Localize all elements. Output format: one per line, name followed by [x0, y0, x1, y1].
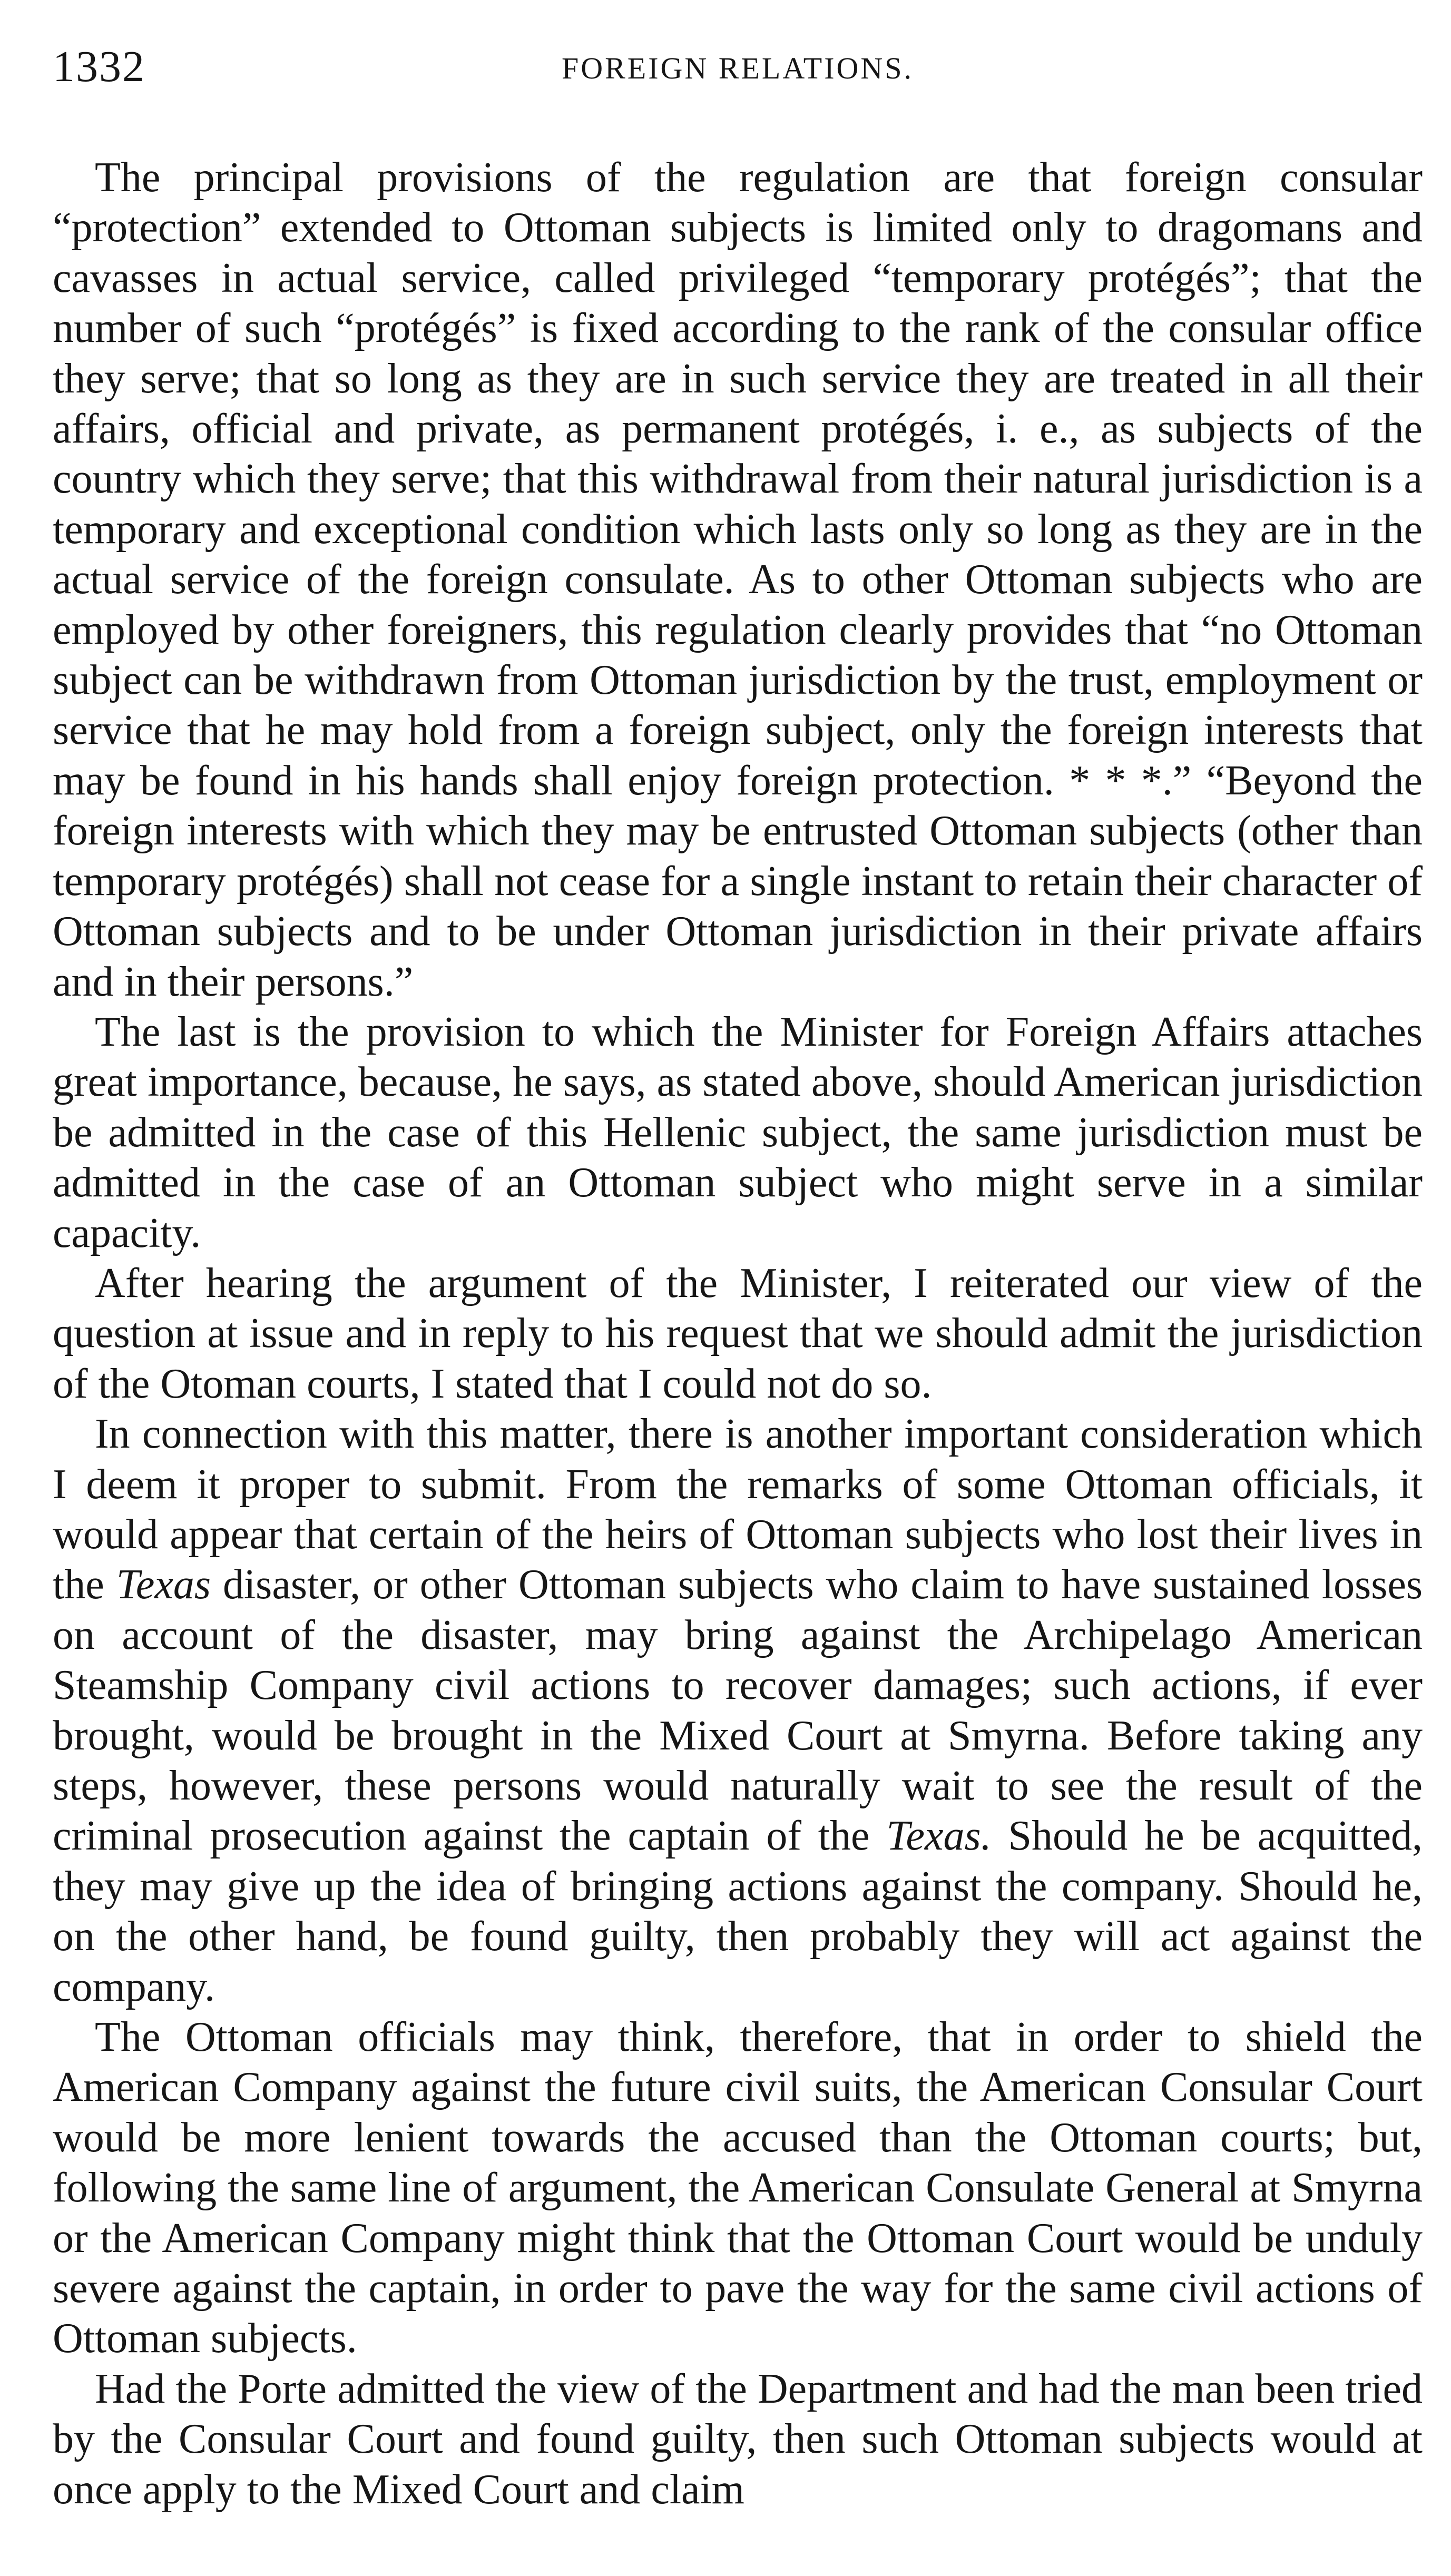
body-paragraph — [53, 2012, 1423, 2364]
italic-text: Texas. — [886, 1813, 992, 1860]
running-title: FOREIGN RELATIONS. — [561, 51, 914, 85]
paragraph-text: Should he be acquitted, they may give up the idea of bringing actions against the company. Should he, on the other hand, be found guilty, then probably they will act against the company. — [53, 1813, 1423, 2010]
page-number: 1332 — [53, 42, 145, 91]
paragraph-text: The last is the provision to which the Minister for Foreign Affairs attaches great importance, because, he says, as stated above, should American jurisdiction be admitted in the case of this Hellenic subject, the same jurisdiction must be admitted in the case of an Ottoman subject who might serve in a similar capacity. — [53, 1008, 1423, 1256]
paragraph-text: Had the Porte admitted the view of the Department and had the man been tried by the Consular Court and found guilty, then such Ottoman subjects would at once apply to the Mixed Court and claim — [53, 2365, 1423, 2513]
paragraph-text: The Ottoman officials may think, therefore, that in order to shield the American Company against the future civil suits, the American Consular Court would be more lenient towards the accused than the Ottoman courts; but, following the same line of argument, the American Consulate General at Smyrna or the American Company might think that the Ottoman Court would be unduly severe against the captain, in order to pave the way for the same civil actions of Ottoman subjects. — [53, 2014, 1423, 2362]
body-paragraph — [53, 1409, 1423, 2012]
paragraph-text: The principal provisions of the regulation are that foreign consular “protection” extended to Ottoman subjects is limited only to dragomans and cavasses in actual service, called privileged “temporary protégés”; that the number of such “protégés” is fixed according to the rank of the consular office they serve; that so long as they are in such service they are treated in all their affairs, official and private, as permanent protégés, i. e., as subjects of the country which they serve; that this withdrawal from their natural jurisdiction is a temporary and exceptional condition which lasts only so long as they are in the actual service of the foreign consulate. As to other Ottoman subjects who are employed by other foreigners, this regulation clearly provides that “no Ottoman subject can be withdrawn from Ottoman jurisdiction by the trust, employment or service that he may hold from a foreign subject, only the foreign interests that may be found in his hands shall enjoy foreign protection. * * *.” “Beyond the foreign interests with which they may be entrusted Ottoman subjects (other than temporary protégés) shall not cease for a single instant to retain their character of Ottoman subjects and to be under Ottoman jurisdiction in their private affairs and in their persons.” — [53, 154, 1423, 1005]
body-paragraph — [53, 1007, 1423, 1258]
italic-text: Texas — [116, 1561, 211, 1608]
paragraph-text: In connection with this matter, there is another important consideration which I deem it proper to submit. From the remarks of some Ottoman officials, it would appear that certain of the heirs of Ottoman subjects who lost their lives in the — [53, 1411, 1423, 1608]
document-page — [53, 32, 1423, 2550]
body-paragraph — [53, 2364, 1423, 2515]
paragraph-text: After hearing the argument of the Minister, I reiterated our view of the question at issue and in reply to his request that we should admit the jurisdiction of the Otoman courts, I stated that I could not do so. — [53, 1260, 1423, 1407]
paragraph-text: disaster, or other Ottoman subjects who claim to have sustained losses on account of the disaster, may bring against the Archipelago American Steamship Company civil actions to recover damages; such actions, if ever brought, would be brought in the Mixed Court at Smyrna. Before taking any steps, however, these persons would naturally wait to see the result of the criminal prosecution against the captain of the — [53, 1561, 1423, 1860]
body-paragraph — [53, 153, 1423, 1007]
body-paragraph — [53, 1258, 1423, 1409]
body-text — [53, 153, 1423, 2515]
running-head — [53, 32, 1423, 111]
